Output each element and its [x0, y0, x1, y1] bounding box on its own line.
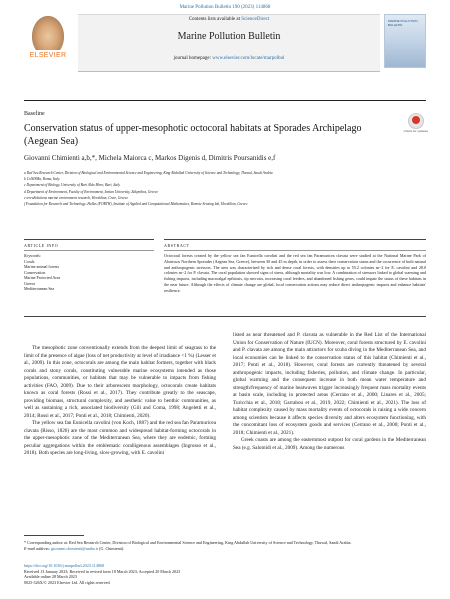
affiliation: b CoNISMa, Roma, Italy: [24, 177, 60, 182]
keyword: Mediterranean Sea: [24, 286, 55, 292]
keywords-block: [24, 253, 154, 292]
footnotes: [24, 540, 426, 551]
body-paragraph: Greek coasts are among the easternmost outpost for coral gardens in the Mediterranean Sea (e.g. Salomidi et al., 2009). Among the numerous: [233, 437, 426, 451]
abstract-text: Octocoral forests created by the yellow sea fan Eunicella cavolini and the red sea fan Paramuricea clavata were studied at the National Marine Park of Alonissos Northern Sporades (Aegean Sea, Greece), between 30 and 45 m depth, in order to assess their conservation status and the occurrence of both natural and anthropogenic stressors. The area was characterized by rich and dense coral forests, with densities up to 55.2 colonies m−2 for E. cavolini and 28.0 colonies m−2 for P. clavata. The coral population showed signs of stress, although mortality was low. A combination of stressors linked to global warming and fishing impacts, including macroalgal epibiosis, tip necrosis, increasing coral feeders, and abandoned fishing gears, could impair the status of these habitats in the near future. Although the effects of climate change are global, local conservation actions may reduce direct anthropogenic impacts and enhance habitats' resilience.: [164, 253, 426, 293]
journal-citation[interactable]: Marine Pollution Bulletin 190 (2023) 114868: [179, 5, 271, 10]
journal-cover-thumbnail[interactable]: [384, 14, 426, 68]
crossmark-label: Check for updates: [403, 129, 428, 133]
publisher-name: ELSEVIER: [29, 52, 67, 59]
doi-link[interactable]: https://doi.org/10.1016/j.marpolbul.2023.114868: [24, 563, 104, 568]
keyword: Conservation: [24, 269, 46, 275]
email-label: E-mail address:: [24, 545, 52, 551]
abstract-end-divider: [24, 316, 426, 317]
sciencedirect-link[interactable]: ScienceDirect: [241, 17, 270, 22]
article-title: Conservation status of upper-mesophotic octocoral habitats at Sporades Archipelago (Aegean Sea): [24, 123, 362, 147]
email-suffix: (G. Chimienti).: [98, 545, 125, 551]
body-paragraph: The yellow sea fan Eunicella cavolini (von Koch, 1887) and the red sea fan Paramuricea clavata (Risso, 1826) are the most common and widespread habitat-forming octocorals in the upper-mesophotic zone of the Mediterranean Sea, where they are endemic, forming peculiar aggregations within the emblematic coralligenous assemblages (Ingrosso et al., 2018). Both species are long-living, slow-growing, with E. cavolini: [24, 420, 216, 456]
info-subdivider-left: [24, 250, 154, 251]
footnote-divider: [24, 535, 84, 536]
elsevier-logo[interactable]: [24, 14, 72, 64]
crossmark-icon: [412, 116, 420, 124]
homepage-link[interactable]: www.elsevier.com/locate/marpolbul: [212, 56, 285, 61]
corresponding-author-note: * Corresponding author at: Red Sea Research Center, Division of Biological and Environmental Science and Engineering, King Abdullah University of Science and Technology, Thuwal, Saudi Arabia.: [24, 540, 352, 545]
masthead-divider: [24, 100, 426, 101]
body-paragraph: listed as near threatened and P. clavata as vulnerable in the Red List of the International Union for Conservation of Nature (IUCN). Moreover, coral forests structured by E. cavolini and P. clavata are among the main attractors for scuba diving in the Mediterranean Sea, and local economies can be linked to the conservation status of this habitat (Chimienti et al., 2017; Ponti et al., 2018). However, coral forests are currently threatened by several anthropogenic impacts, including fisheries, pollution, and climate change. In particular, global warming and the consequent increase in both mean water temperature and strength/frequency of marine heatwaves trigger increasingly frequent mass mortality events at basin scale, including in protected areas (Cerrano et al., 2000; Linares et al., 2005; Turicchia et al., 2018; Garrabou et al., 2019, 2022; Chimienti et al., 2021). The loss of habitat complexity caused by mass mortality events of octocorals is raising a wide concern among scientists because it affects species diversity and alters ecosystem functioning, with the concomitant loss of ecosystem goods and services (Cerrano et al., 2000; Ponti et al., 2018; Chimienti et al., 2021).: [233, 332, 426, 436]
body-column-right: [233, 332, 426, 452]
journal-banner: [78, 14, 380, 72]
keyword: Marine animal forests: [24, 264, 60, 270]
elsevier-tree-icon: [32, 16, 64, 50]
body-column-left: [24, 345, 216, 458]
contents-line: [78, 17, 380, 22]
keyword: Marine Protected Area: [24, 275, 61, 281]
contents-prefix: Contents lists available at: [188, 17, 242, 22]
keyword: Greece: [24, 280, 36, 286]
crossmark-button[interactable]: [408, 113, 424, 129]
copyright-notice: 0025-326X/© 2023 Elsevier Ltd. All rights reserved.: [24, 579, 111, 585]
affiliation: f Foundation for Research and Technology–Hellas (FORTH), Institute of Applied and Computational Mathematics, Remote Sensing lab, Heraklion, Greece: [24, 202, 248, 207]
available-online: Available online 28 March 2023: [24, 574, 77, 580]
journal-name: Marine Pollution Bulletin: [177, 31, 281, 42]
body-paragraph: The mesophotic zone conventionally extends from the deepest limit of seagrass to the limit of the presence of algae (loss of net productivity at level of irradiance <1 %) (Lesser et al., 2009). In this zone, octocorals are among the main habitat formers, together with black corals and stony corals, constituting vulnerable marine ecosystems intended as those populations, communities, or habitats that may be vulnerable to impacts from fishing activities (FAO, 2009). Due to their arborescent morphology, octocorals create habitats known as coral forests (Rossi et al., 2017). They contribute greatly to the seascape, providing biomass, structural complexity, and aesthetic value to benthic communities, as well as sustaining a rich, associated biodiversity (Gili and Coma, 1998; Angeletti et al., 2014; Rossi et al., 2017; Ponti et al., 2018; Chimienti, 2020).: [24, 345, 216, 419]
publication-info: [24, 563, 426, 585]
affiliation: e terraSolutions marine environment research, Heraklion, Crete, Greece: [24, 195, 129, 200]
homepage-prefix: journal homepage:: [173, 56, 213, 61]
info-divider-left: [24, 239, 154, 240]
cover-title: MARINE POLLUTION BULLETIN: [388, 19, 418, 27]
info-subdivider-right: [164, 250, 426, 251]
abstract-heading: ABSTRACT: [164, 243, 190, 248]
homepage-line: [78, 56, 380, 61]
email-line: [24, 546, 426, 552]
article-info-heading: ARTICLE INFO: [24, 243, 59, 248]
affiliation: a Red Sea Research Center, Division of Biological and Environmental Science and Engineering, King Abdullah University of Science and Technology, Thuwal, Saudi Arabia: [24, 171, 273, 175]
info-divider-right: [164, 239, 426, 240]
email-link[interactable]: giovanni.chimienti@uniba.it: [51, 545, 99, 551]
affiliation: c Department of Biology, University of Bari Aldo Moro, Bari, Italy: [24, 183, 120, 188]
keywords-label: Keywords:: [24, 253, 42, 258]
affiliations: [24, 170, 426, 207]
section-label: Baseline: [24, 111, 45, 117]
author-list[interactable]: Giovanni Chimienti a,b,*, Michela Maiorca c, Markos Digenis d, Dimitris Poursanidis e,f: [24, 154, 276, 162]
journal-masthead: [24, 14, 426, 70]
received-dates: Received 13 January 2023; Received in revised form 18 March 2023; Accepted 20 March 2023: [24, 568, 181, 574]
keyword: Corals: [24, 258, 35, 264]
affiliation: d Department of Environment, Faculty of Environment, Ionian University, Zakynthos, Greece: [24, 189, 159, 194]
